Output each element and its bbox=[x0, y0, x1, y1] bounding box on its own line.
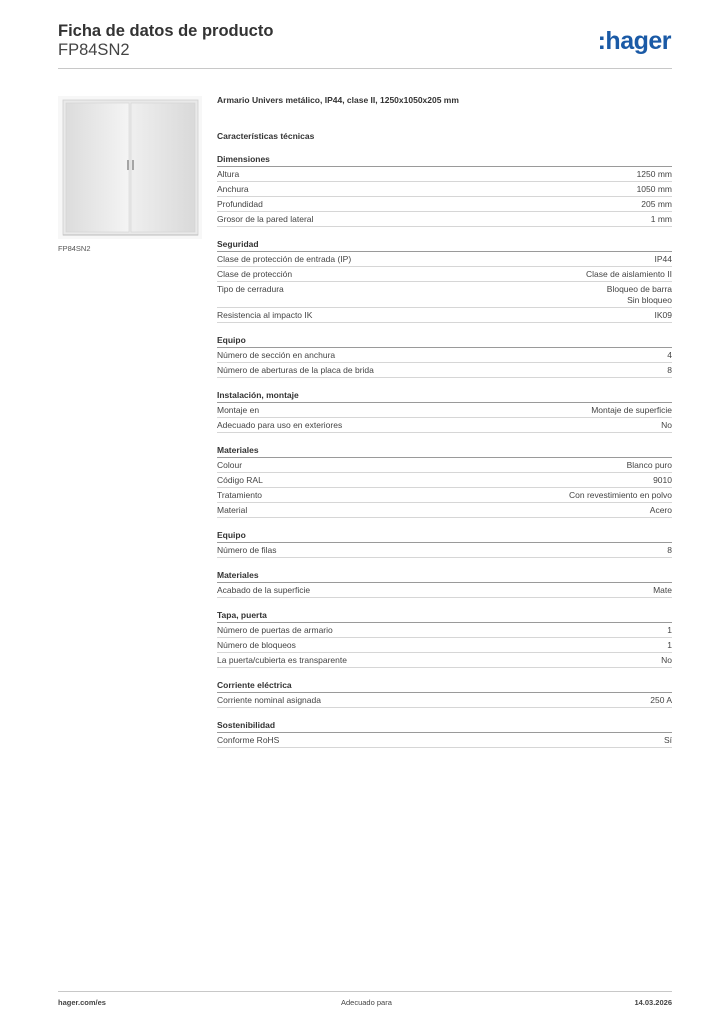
spec-value-line: 4 bbox=[667, 350, 672, 360]
spec-row bbox=[217, 638, 672, 653]
spec-label: Número de bloqueos bbox=[217, 640, 296, 650]
spec-value-line: 1 bbox=[667, 625, 672, 635]
section-title: Dimensiones bbox=[217, 153, 672, 167]
spec-value bbox=[667, 365, 672, 376]
spec-row bbox=[217, 543, 672, 558]
spec-value bbox=[653, 475, 672, 486]
spec-row bbox=[217, 267, 672, 282]
page-header bbox=[58, 22, 672, 68]
spec-sections bbox=[217, 153, 672, 748]
spec-value-line: Montaje de superficie bbox=[591, 405, 672, 415]
product-details bbox=[217, 95, 672, 759]
section-title: Corriente eléctrica bbox=[217, 679, 672, 693]
spec-row bbox=[217, 583, 672, 598]
spec-value bbox=[650, 505, 672, 516]
spec-row bbox=[217, 308, 672, 323]
spec-value-line: No bbox=[661, 655, 672, 665]
spec-row bbox=[217, 488, 672, 503]
logo-text: :hager bbox=[597, 27, 671, 55]
spec-section bbox=[217, 444, 672, 518]
spec-value-line: 250 A bbox=[650, 695, 672, 705]
spec-value bbox=[650, 695, 672, 706]
spec-label: Acabado de la superficie bbox=[217, 585, 311, 595]
page-footer bbox=[58, 998, 672, 1010]
spec-label: Altura bbox=[217, 169, 240, 179]
spec-value bbox=[607, 284, 672, 306]
spec-value bbox=[667, 350, 672, 361]
image-caption: FP84SN2 bbox=[58, 244, 91, 253]
spec-label: Resistencia al impacto IK bbox=[217, 310, 313, 320]
spec-value-line: Acero bbox=[649, 505, 672, 515]
spec-value-line: 8 bbox=[667, 545, 672, 555]
technical-characteristics-heading: Características técnicas bbox=[217, 131, 315, 141]
spec-value bbox=[655, 310, 673, 321]
spec-label: Número de sección en anchura bbox=[217, 350, 336, 360]
spec-value-line: Sin bloqueo bbox=[627, 295, 672, 305]
spec-value-line: 8 bbox=[667, 365, 672, 375]
spec-label: Material bbox=[217, 505, 248, 515]
spec-value bbox=[627, 460, 672, 471]
spec-row bbox=[217, 733, 672, 748]
spec-row bbox=[217, 693, 672, 708]
spec-section bbox=[217, 334, 672, 378]
spec-value-line: IK09 bbox=[654, 310, 672, 320]
spec-label: Tipo de cerradura bbox=[217, 284, 284, 294]
spec-section bbox=[217, 609, 672, 668]
spec-label: Clase de protección bbox=[217, 269, 293, 279]
spec-row bbox=[217, 252, 672, 267]
spec-label: Adecuado para uso en exteriores bbox=[217, 420, 343, 430]
spec-label: Número de aberturas de la placa de brida bbox=[217, 365, 374, 375]
spec-value bbox=[667, 640, 672, 651]
spec-row bbox=[217, 418, 672, 433]
spec-row bbox=[217, 473, 672, 488]
footer-divider bbox=[58, 991, 672, 992]
section-title: Equipo bbox=[217, 334, 672, 348]
spec-value-line: 1050 mm bbox=[636, 184, 672, 194]
spec-value bbox=[661, 655, 672, 666]
spec-value bbox=[569, 490, 672, 501]
spec-label: Profundidad bbox=[217, 199, 263, 209]
spec-row bbox=[217, 458, 672, 473]
spec-value bbox=[641, 199, 672, 210]
spec-value-line: 1250 mm bbox=[636, 169, 672, 179]
footer-center-text: Adecuado para bbox=[341, 998, 392, 1007]
spec-row bbox=[217, 197, 672, 212]
spec-value-line: 9010 bbox=[653, 475, 672, 485]
spec-label: Corriente nominal asignada bbox=[217, 695, 321, 705]
spec-row bbox=[217, 503, 672, 518]
spec-value bbox=[667, 625, 672, 636]
hager-logo bbox=[576, 26, 672, 56]
spec-label: Montaje en bbox=[217, 405, 260, 415]
spec-label: Clase de protección de entrada (IP) bbox=[217, 254, 352, 264]
spec-row bbox=[217, 282, 672, 308]
spec-section bbox=[217, 569, 672, 598]
spec-row bbox=[217, 212, 672, 227]
spec-value-line: IP44 bbox=[654, 254, 672, 264]
section-title: Instalación, montaje bbox=[217, 389, 672, 403]
spec-label: Conforme RoHS bbox=[217, 735, 280, 745]
section-title: Equipo bbox=[217, 529, 672, 543]
spec-value bbox=[661, 420, 672, 431]
spec-label: Número de filas bbox=[217, 545, 277, 555]
spec-section bbox=[217, 238, 672, 323]
spec-value bbox=[591, 405, 672, 416]
document-title: Ficha de datos de producto bbox=[58, 22, 274, 40]
product-code: FP84SN2 bbox=[58, 41, 130, 59]
spec-value-line: Sí bbox=[663, 735, 672, 745]
spec-section bbox=[217, 679, 672, 708]
spec-value bbox=[664, 735, 672, 746]
cabinet-image bbox=[58, 96, 202, 239]
section-title: Materiales bbox=[217, 444, 672, 458]
spec-value bbox=[667, 545, 672, 556]
spec-value bbox=[637, 169, 672, 180]
header-divider bbox=[58, 68, 672, 69]
section-title: Sostenibilidad bbox=[217, 719, 672, 733]
spec-section bbox=[217, 389, 672, 433]
footer-date: 14.03.2026 bbox=[634, 998, 672, 1007]
spec-label: La puerta/cubierta es transparente bbox=[217, 655, 347, 665]
spec-value bbox=[637, 184, 672, 195]
spec-value bbox=[651, 214, 672, 225]
product-description: Armario Univers metálico, IP44, clase II, 1250x1050x205 mm bbox=[217, 95, 459, 105]
footer-website[interactable]: hager.com/es bbox=[58, 998, 106, 1007]
spec-row bbox=[217, 653, 672, 668]
spec-value-line: No bbox=[661, 420, 672, 430]
spec-section bbox=[217, 529, 672, 558]
spec-value-line: Bloqueo de barra bbox=[606, 284, 672, 294]
spec-value-line: Mate bbox=[653, 585, 672, 595]
spec-row bbox=[217, 403, 672, 418]
spec-row bbox=[217, 363, 672, 378]
spec-value bbox=[653, 585, 672, 596]
spec-value-line: 205 mm bbox=[641, 199, 672, 209]
spec-section bbox=[217, 153, 672, 227]
spec-row bbox=[217, 348, 672, 363]
spec-label: Código RAL bbox=[217, 475, 263, 485]
spec-label: Anchura bbox=[217, 184, 249, 194]
spec-value-line: Con revestimiento en polvo bbox=[568, 490, 672, 500]
spec-label: Número de puertas de armario bbox=[217, 625, 333, 635]
spec-section bbox=[217, 719, 672, 748]
section-title: Materiales bbox=[217, 569, 672, 583]
spec-value bbox=[586, 269, 672, 280]
spec-label: Tratamiento bbox=[217, 490, 263, 500]
spec-row bbox=[217, 623, 672, 638]
spec-row bbox=[217, 182, 672, 197]
spec-value bbox=[655, 254, 673, 265]
spec-value-line: 1 mm bbox=[650, 214, 672, 224]
spec-value-line: 1 bbox=[667, 640, 672, 650]
spec-row bbox=[217, 167, 672, 182]
spec-label: Grosor de la pared lateral bbox=[217, 214, 314, 224]
spec-value-line: Blanco puro bbox=[626, 460, 672, 470]
section-title: Seguridad bbox=[217, 238, 672, 252]
spec-label: Colour bbox=[217, 460, 243, 470]
spec-value-line: Clase de aislamiento II bbox=[586, 269, 672, 279]
section-title: Tapa, puerta bbox=[217, 609, 672, 623]
